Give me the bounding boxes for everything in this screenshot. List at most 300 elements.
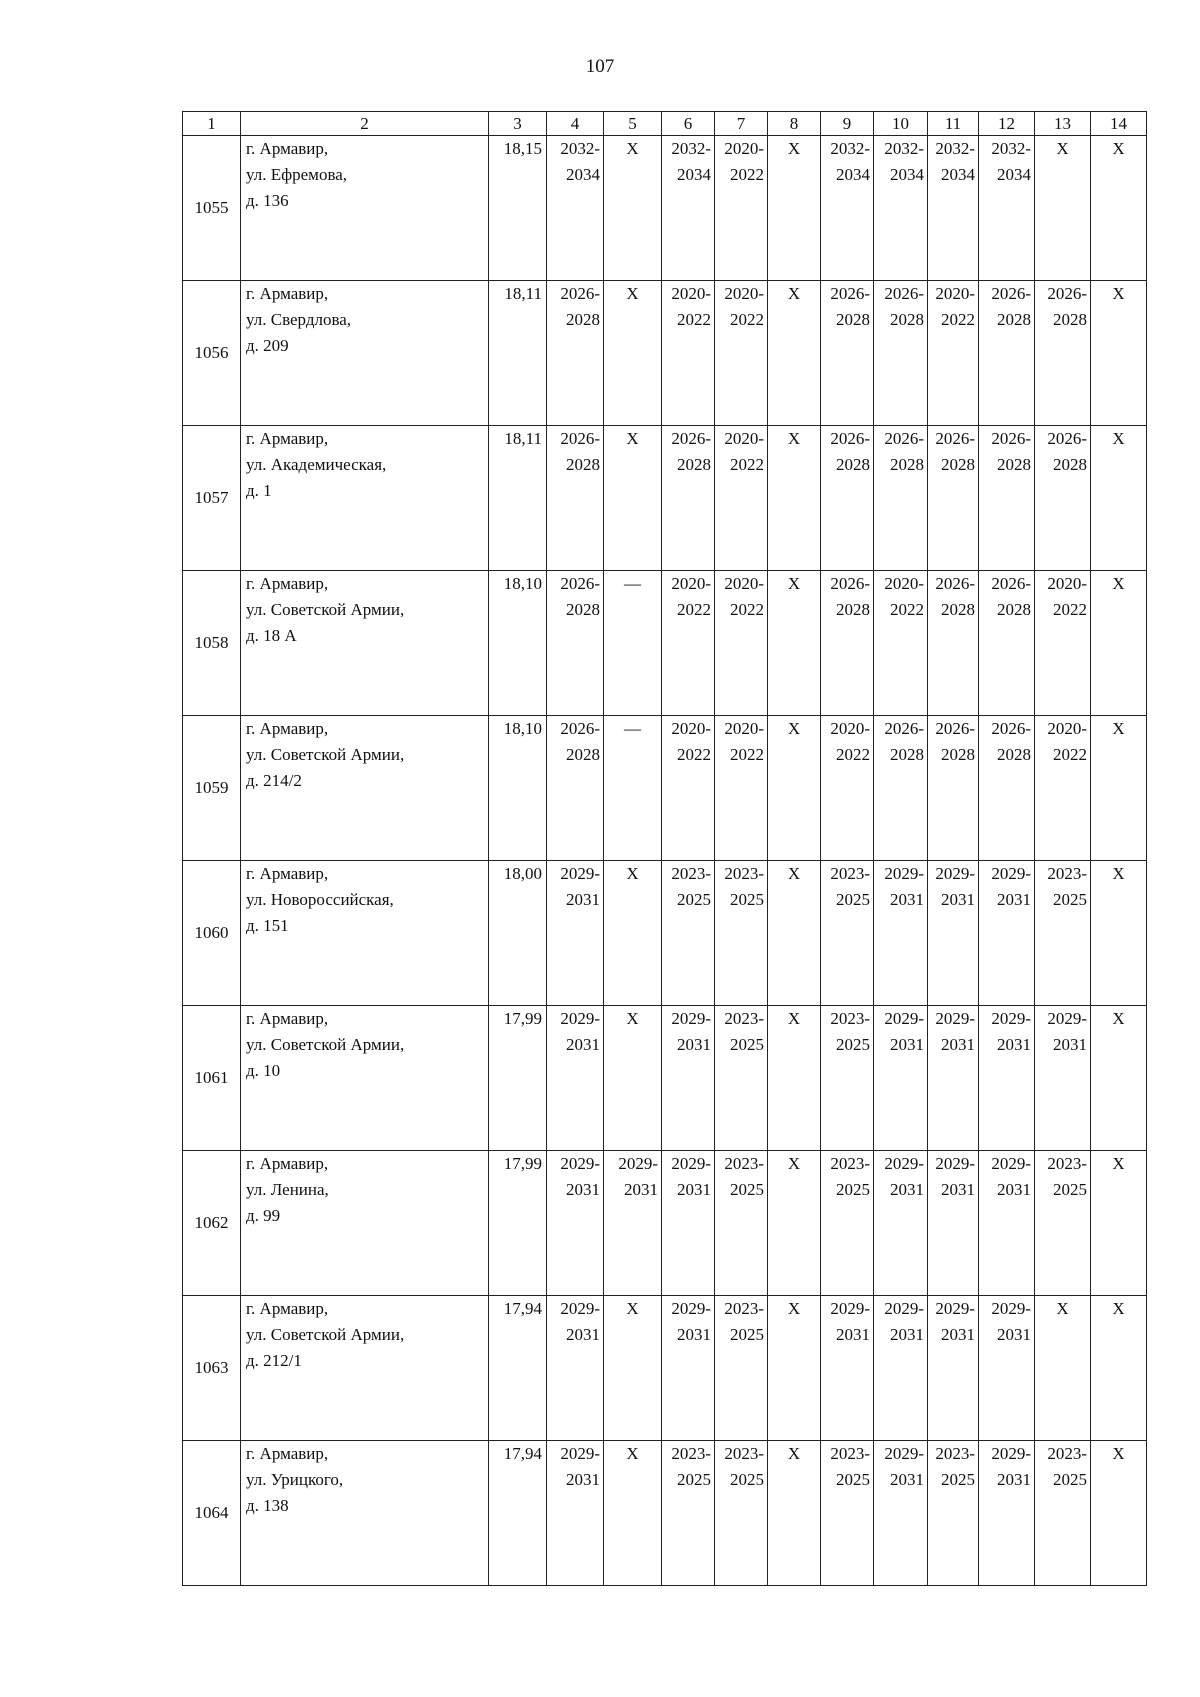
period-line: 2026-	[671, 429, 711, 448]
period-cell	[874, 571, 928, 716]
value-cell: 17,94	[489, 1441, 547, 1586]
period-line: 2029-	[991, 1299, 1031, 1318]
period-cell	[821, 716, 874, 861]
address-cell	[241, 426, 489, 571]
period-line: 2032-	[671, 139, 711, 158]
mark-cell: X	[604, 1441, 662, 1586]
period-line: 2031	[890, 1470, 924, 1489]
period-cell	[662, 1441, 715, 1586]
period-line: 2022	[1053, 745, 1087, 764]
period-line: 2026-	[560, 574, 600, 593]
period-cell	[662, 861, 715, 1006]
period-line: 2034	[890, 165, 924, 184]
address-line: г. Армавир,	[246, 429, 329, 448]
period-line: 2020-	[935, 284, 975, 303]
period-cell	[662, 716, 715, 861]
period-cell	[874, 861, 928, 1006]
period-line: 2022	[941, 310, 975, 329]
mark-cell: X	[604, 136, 662, 281]
period-line: 2023-	[830, 1444, 870, 1463]
period-line: 2032-	[560, 139, 600, 158]
period-line: 2028	[997, 455, 1031, 474]
period-line: 2023-	[671, 1444, 711, 1463]
period-cell	[547, 426, 604, 571]
period-line: 2029-	[1047, 1009, 1087, 1028]
row-number: 1057	[183, 426, 241, 571]
row-number: 1062	[183, 1151, 241, 1296]
value-cell: 17,94	[489, 1296, 547, 1441]
period-cell	[1035, 426, 1091, 571]
period-line: 2028	[890, 455, 924, 474]
period-line: 2031	[677, 1035, 711, 1054]
period-line: 2023-	[724, 1299, 764, 1318]
address-line: ул. Ефремова,	[246, 165, 348, 184]
period-line: 2025	[730, 890, 764, 909]
period-line: 2020-	[724, 284, 764, 303]
period-cell	[1035, 716, 1091, 861]
period-line: 2026-	[830, 284, 870, 303]
period-cell	[662, 1006, 715, 1151]
period-line: 2028	[1053, 310, 1087, 329]
column-header: 10	[874, 112, 928, 136]
period-line: 2023-	[830, 864, 870, 883]
column-header: 3	[489, 112, 547, 136]
period-line: 2025	[677, 1470, 711, 1489]
period-line: 2026-	[935, 574, 975, 593]
period-cell	[662, 426, 715, 571]
period-line: 2031	[566, 1180, 600, 1199]
period-cell	[979, 1006, 1035, 1151]
mark-cell: X	[604, 1006, 662, 1151]
address-line: д. 209	[246, 336, 289, 355]
address-line: д. 1	[246, 481, 272, 500]
period-cell	[547, 716, 604, 861]
address-cell	[241, 571, 489, 716]
period-cell	[928, 136, 979, 281]
address-line: ул. Академическая,	[246, 455, 387, 474]
mark-cell: —	[604, 716, 662, 861]
period-cell	[715, 281, 768, 426]
period-cell	[821, 426, 874, 571]
period-cell	[979, 716, 1035, 861]
row-number: 1059	[183, 716, 241, 861]
period-line: 2028	[941, 745, 975, 764]
period-line: 2022	[730, 600, 764, 619]
period-line: 2023-	[671, 864, 711, 883]
period-line: 2034	[566, 165, 600, 184]
period-line: 2026-	[1047, 429, 1087, 448]
period-line: 2020-	[724, 719, 764, 738]
period-line: 2023-	[724, 864, 764, 883]
address-line: д. 151	[246, 916, 289, 935]
period-line: 2022	[730, 745, 764, 764]
period-cell	[821, 1151, 874, 1296]
period-cell	[821, 861, 874, 1006]
column-header: 8	[768, 112, 821, 136]
period-line: 2031	[836, 1325, 870, 1344]
mark-cell: X	[1091, 1296, 1147, 1441]
period-line: 2025	[1053, 1470, 1087, 1489]
period-cell	[979, 1296, 1035, 1441]
mark-cell: X	[1091, 716, 1147, 861]
period-cell	[662, 281, 715, 426]
address-line: ул. Советской Армии,	[246, 745, 405, 764]
period-cell	[928, 281, 979, 426]
table-row	[183, 1006, 1147, 1151]
period-line: 2029-	[935, 1299, 975, 1318]
mark-cell: X	[768, 136, 821, 281]
period-line: 2031	[997, 1180, 1031, 1199]
period-cell	[821, 136, 874, 281]
mark-cell: X	[604, 426, 662, 571]
period-line: 2031	[890, 1180, 924, 1199]
period-cell	[979, 136, 1035, 281]
period-cell	[1035, 571, 1091, 716]
period-cell	[979, 861, 1035, 1006]
value-cell: 18,15	[489, 136, 547, 281]
period-cell	[874, 136, 928, 281]
value-cell: 18,00	[489, 861, 547, 1006]
period-line: 2022	[890, 600, 924, 619]
mark-cell: X	[1091, 1151, 1147, 1296]
table-body	[183, 136, 1147, 1586]
table-row	[183, 136, 1147, 281]
address-line: д. 18 А	[246, 626, 297, 645]
mark-cell: X	[768, 281, 821, 426]
mark-cell: X	[768, 571, 821, 716]
column-header: 12	[979, 112, 1035, 136]
period-line: 2028	[890, 310, 924, 329]
period-line: 2023-	[830, 1009, 870, 1028]
period-line: 2022	[677, 310, 711, 329]
period-cell	[979, 281, 1035, 426]
period-cell	[821, 571, 874, 716]
period-line: 2025	[836, 1470, 870, 1489]
period-cell	[928, 716, 979, 861]
period-line: 2029-	[560, 1009, 600, 1028]
period-cell	[979, 1151, 1035, 1296]
period-cell	[874, 1296, 928, 1441]
period-line: 2022	[677, 600, 711, 619]
period-cell	[821, 281, 874, 426]
period-line: 2025	[836, 1035, 870, 1054]
column-header: 9	[821, 112, 874, 136]
period-line: 2025	[677, 890, 711, 909]
mark-cell: X	[768, 426, 821, 571]
period-line: 2031	[997, 890, 1031, 909]
address-line: ул. Советской Армии,	[246, 1035, 405, 1054]
column-header: 4	[547, 112, 604, 136]
period-line: 2023-	[830, 1154, 870, 1173]
period-line: 2020-	[671, 719, 711, 738]
address-cell	[241, 861, 489, 1006]
mark-cell: X	[604, 281, 662, 426]
period-line: 2029-	[618, 1154, 658, 1173]
column-header: 1	[183, 112, 241, 136]
period-cell	[662, 1151, 715, 1296]
period-line: 2034	[677, 165, 711, 184]
period-line: 2026-	[1047, 284, 1087, 303]
period-cell	[928, 1296, 979, 1441]
period-cell	[874, 1151, 928, 1296]
mark-cell: X	[1035, 1296, 1091, 1441]
period-line: 2029-	[560, 1444, 600, 1463]
period-line: 2029-	[884, 1444, 924, 1463]
period-cell	[715, 861, 768, 1006]
column-header: 6	[662, 112, 715, 136]
period-line: 2028	[836, 600, 870, 619]
period-line: 2026-	[560, 284, 600, 303]
period-line: 2029-	[935, 1154, 975, 1173]
table-row	[183, 571, 1147, 716]
period-line: 2029-	[560, 864, 600, 883]
period-line: 2028	[836, 455, 870, 474]
address-cell	[241, 1441, 489, 1586]
mark-cell: X	[768, 1441, 821, 1586]
period-cell	[715, 571, 768, 716]
period-cell	[1035, 1151, 1091, 1296]
period-line: 2029-	[884, 1299, 924, 1318]
table-row	[183, 861, 1147, 1006]
mark-cell: X	[768, 1296, 821, 1441]
period-cell	[715, 1441, 768, 1586]
period-line: 2025	[941, 1470, 975, 1489]
period-line: 2020-	[671, 284, 711, 303]
row-number: 1063	[183, 1296, 241, 1441]
period-line: 2031	[1053, 1035, 1087, 1054]
period-line: 2028	[566, 310, 600, 329]
address-line: г. Армавир,	[246, 1009, 329, 1028]
row-number: 1056	[183, 281, 241, 426]
period-line: 2026-	[991, 284, 1031, 303]
mark-cell: X	[1091, 861, 1147, 1006]
column-header: 13	[1035, 112, 1091, 136]
period-line: 2031	[890, 1035, 924, 1054]
address-cell	[241, 281, 489, 426]
period-line: 2031	[566, 1035, 600, 1054]
mark-cell: X	[1091, 136, 1147, 281]
period-line: 2032-	[884, 139, 924, 158]
period-line: 2028	[997, 600, 1031, 619]
address-line: г. Армавир,	[246, 1154, 329, 1173]
mark-cell: X	[604, 861, 662, 1006]
period-cell	[662, 571, 715, 716]
period-line: 2023-	[724, 1009, 764, 1028]
period-line: 2031	[941, 1180, 975, 1199]
address-line: г. Армавир,	[246, 139, 329, 158]
address-line: д. 138	[246, 1496, 289, 1515]
period-cell	[874, 281, 928, 426]
period-cell	[715, 1151, 768, 1296]
period-cell	[1035, 1441, 1091, 1586]
table-row	[183, 281, 1147, 426]
period-cell	[547, 281, 604, 426]
mark-cell: X	[1035, 136, 1091, 281]
period-cell	[547, 136, 604, 281]
period-line: 2034	[941, 165, 975, 184]
column-header: 2	[241, 112, 489, 136]
value-cell: 18,11	[489, 426, 547, 571]
period-line: 2026-	[560, 719, 600, 738]
column-header: 7	[715, 112, 768, 136]
period-cell	[715, 426, 768, 571]
period-line: 2029-	[671, 1299, 711, 1318]
address-cell	[241, 1151, 489, 1296]
period-line: 2031	[566, 1470, 600, 1489]
period-cell	[547, 1006, 604, 1151]
period-line: 2020-	[884, 574, 924, 593]
address-line: ул. Свердлова,	[246, 310, 352, 329]
period-cell	[979, 426, 1035, 571]
period-line: 2023-	[935, 1444, 975, 1463]
period-line: 2028	[836, 310, 870, 329]
value-cell: 17,99	[489, 1151, 547, 1296]
period-cell	[715, 1006, 768, 1151]
mark-cell: X	[1091, 281, 1147, 426]
period-cell	[928, 861, 979, 1006]
period-cell	[1035, 1006, 1091, 1151]
period-line: 2022	[677, 745, 711, 764]
page-number: 107	[585, 56, 615, 77]
period-line: 2031	[941, 1035, 975, 1054]
table-row	[183, 716, 1147, 861]
mark-cell: X	[1091, 571, 1147, 716]
row-number: 1060	[183, 861, 241, 1006]
period-line: 2029-	[671, 1154, 711, 1173]
period-line: 2026-	[991, 574, 1031, 593]
period-line: 2034	[836, 165, 870, 184]
period-line: 2031	[677, 1325, 711, 1344]
period-line: 2029-	[560, 1299, 600, 1318]
period-line: 2023-	[1047, 1444, 1087, 1463]
period-line: 2031	[890, 890, 924, 909]
period-line: 2031	[997, 1035, 1031, 1054]
period-line: 2029-	[884, 1009, 924, 1028]
address-line: ул. Советской Армии,	[246, 1325, 405, 1344]
period-cell	[547, 1296, 604, 1441]
period-line: 2020-	[830, 719, 870, 738]
period-line: 2028	[941, 600, 975, 619]
period-line: 2029-	[935, 1009, 975, 1028]
mark-cell: —	[604, 571, 662, 716]
period-line: 2022	[730, 310, 764, 329]
period-line: 2023-	[724, 1154, 764, 1173]
address-line: ул. Новороссийская,	[246, 890, 394, 909]
period-line: 2020-	[724, 139, 764, 158]
period-line: 2025	[730, 1470, 764, 1489]
period-line: 2029-	[991, 1444, 1031, 1463]
period-line: 2020-	[1047, 574, 1087, 593]
period-line: 2028	[997, 310, 1031, 329]
period-cell	[821, 1441, 874, 1586]
period-line: 2026-	[991, 429, 1031, 448]
period-line: 2029-	[884, 1154, 924, 1173]
address-line: г. Армавир,	[246, 864, 329, 883]
mark-cell: X	[604, 1296, 662, 1441]
period-line: 2020-	[671, 574, 711, 593]
address-line: д. 10	[246, 1061, 281, 1080]
period-line: 2026-	[560, 429, 600, 448]
address-line: д. 136	[246, 191, 289, 210]
period-cell	[547, 1441, 604, 1586]
address-line: ул. Советской Армии,	[246, 600, 405, 619]
period-cell	[979, 1441, 1035, 1586]
period-cell	[1035, 861, 1091, 1006]
period-cell	[547, 861, 604, 1006]
value-cell: 18,11	[489, 281, 547, 426]
period-line: 2025	[836, 1180, 870, 1199]
address-line: г. Армавир,	[246, 1299, 329, 1318]
period-line: 2025	[730, 1180, 764, 1199]
address-line: г. Армавир,	[246, 284, 329, 303]
period-line: 2026-	[991, 719, 1031, 738]
address-cell	[241, 716, 489, 861]
period-line: 2031	[677, 1180, 711, 1199]
period-line: 2029-	[991, 1154, 1031, 1173]
period-cell	[604, 1151, 662, 1296]
period-cell	[715, 1296, 768, 1441]
address-line: д. 99	[246, 1206, 281, 1225]
period-cell	[1035, 281, 1091, 426]
address-cell	[241, 1296, 489, 1441]
period-line: 2023-	[724, 1444, 764, 1463]
period-line: 2026-	[884, 719, 924, 738]
period-cell	[874, 1441, 928, 1586]
period-cell	[928, 426, 979, 571]
period-line: 2028	[566, 745, 600, 764]
period-cell	[874, 426, 928, 571]
period-cell	[821, 1006, 874, 1151]
period-line: 2028	[941, 455, 975, 474]
period-line: 2022	[1053, 600, 1087, 619]
row-number: 1064	[183, 1441, 241, 1586]
period-line: 2031	[941, 890, 975, 909]
period-line: 2026-	[935, 719, 975, 738]
mark-cell: X	[1091, 1006, 1147, 1151]
period-cell	[874, 1006, 928, 1151]
period-line: 2022	[836, 745, 870, 764]
period-line: 2029-	[884, 864, 924, 883]
period-line: 2026-	[830, 574, 870, 593]
period-line: 2020-	[724, 574, 764, 593]
period-line: 2031	[624, 1180, 658, 1199]
value-cell: 18,10	[489, 571, 547, 716]
period-line: 2031	[997, 1325, 1031, 1344]
period-line: 2022	[730, 165, 764, 184]
period-line: 2025	[836, 890, 870, 909]
period-line: 2028	[890, 745, 924, 764]
period-line: 2031	[566, 1325, 600, 1344]
address-cell	[241, 136, 489, 281]
address-line: ул. Урицкого,	[246, 1470, 344, 1489]
period-cell	[547, 1151, 604, 1296]
period-line: 2025	[1053, 1180, 1087, 1199]
period-line: 2028	[566, 600, 600, 619]
period-line: 2025	[1053, 890, 1087, 909]
period-cell	[821, 1296, 874, 1441]
mark-cell: X	[768, 1151, 821, 1296]
period-line: 2026-	[830, 429, 870, 448]
value-cell: 17,99	[489, 1006, 547, 1151]
period-cell	[928, 1006, 979, 1151]
period-line: 2032-	[991, 139, 1031, 158]
period-line: 2031	[890, 1325, 924, 1344]
column-number-row	[183, 112, 1147, 136]
period-cell	[662, 1296, 715, 1441]
period-line: 2029-	[671, 1009, 711, 1028]
period-cell	[715, 136, 768, 281]
period-line: 2025	[730, 1325, 764, 1344]
